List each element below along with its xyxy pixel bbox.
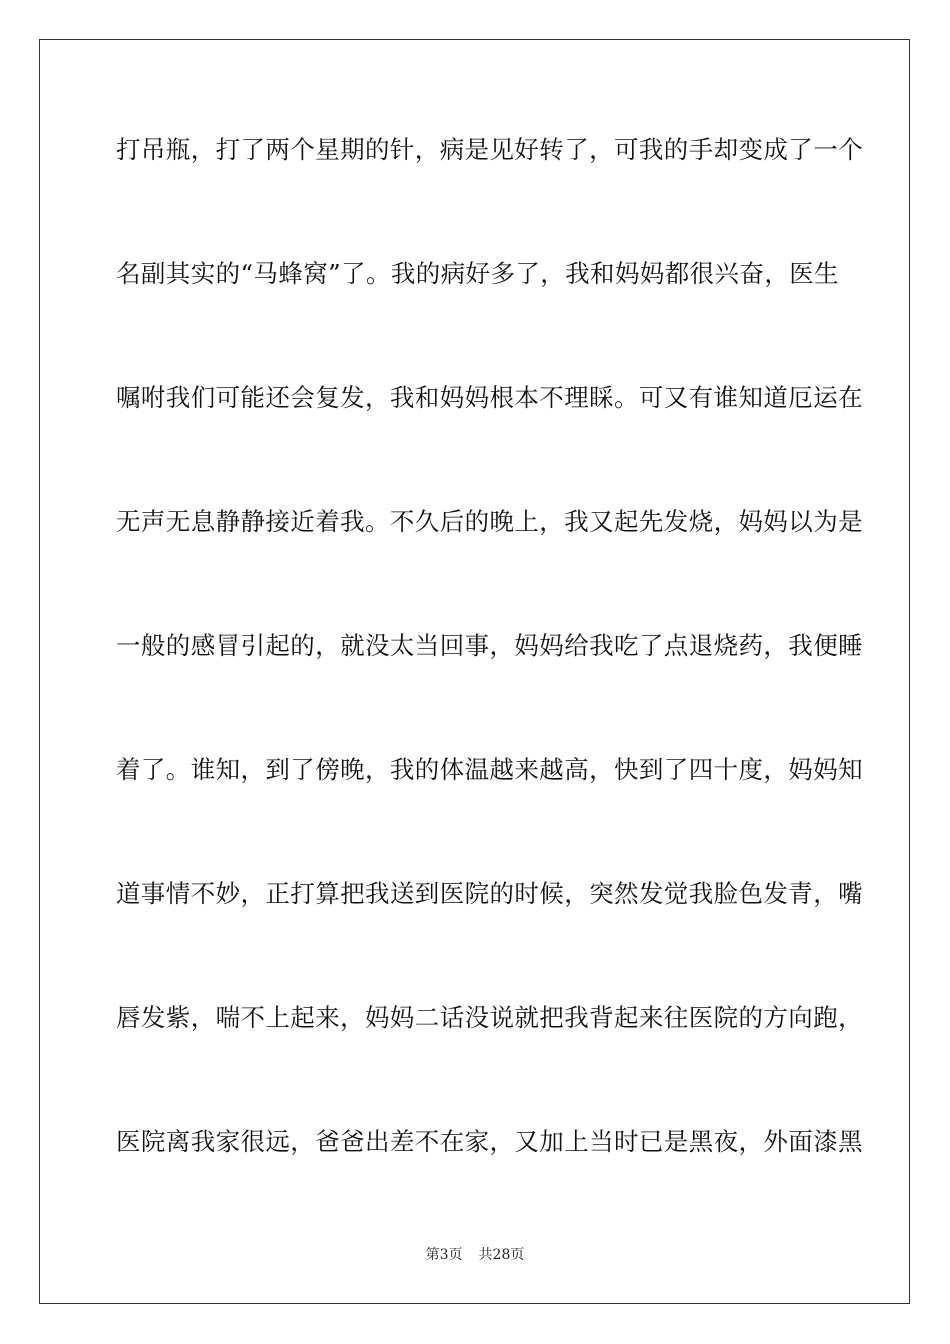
page-border [39,39,910,1304]
page-footer [0,1245,950,1265]
current-page-indicator: 第3页 [425,1247,463,1263]
text-line: 道事情不妙，正打算把我送到医院的时候，突然发觉我脸色发青，嘴 [116,879,863,908]
text-line: 唇发紫，喘不上起来，妈妈二话没说就把我背起来往医院的方向跑， [116,1003,863,1032]
total-pages-indicator: 共28页 [478,1247,525,1263]
text-line: 名副其实的“马蜂窝”了。我的病好多了，我和妈妈都很兴奋，医生 [116,259,840,288]
text-line: 着了。谁知，到了傍晚，我的体温越来越高，快到了四十度，妈妈知 [116,755,863,784]
text-line: 医院离我家很远，爸爸出差不在家，又加上当时已是黑夜，外面漆黑 [116,1127,863,1156]
text-line: 无声无息静静接近着我。不久后的晚上，我又起先发烧，妈妈以为是 [116,507,863,536]
text-line: 一般的感冒引起的，就没太当回事，妈妈给我吃了点退烧药，我便睡 [116,631,863,660]
text-line: 打吊瓶，打了两个星期的针，病是见好转了，可我的手却变成了一个 [116,135,863,164]
text-line: 嘱咐我们可能还会复发，我和妈妈根本不理睬。可又有谁知道厄运在 [116,383,863,412]
